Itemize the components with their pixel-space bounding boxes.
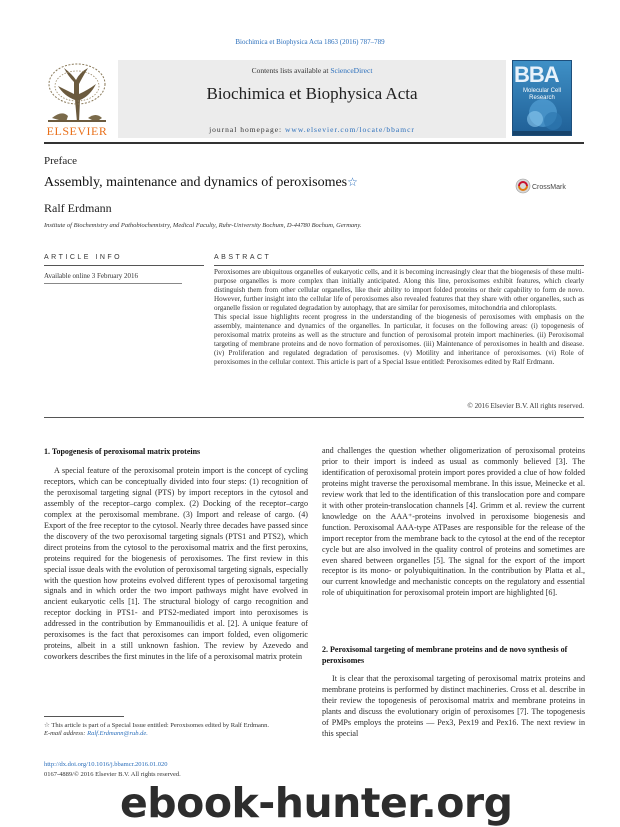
cover-subtitle: Molecular Cell Research	[522, 88, 561, 101]
cover-letters: BBA	[514, 62, 559, 87]
abstract-rule	[214, 265, 584, 266]
elsevier-wordmark: ELSEVIER	[46, 124, 108, 138]
author-email-link[interactable]: Ralf.Erdmann@rub.de.	[87, 730, 148, 737]
footnote-rule	[44, 716, 124, 717]
homepage-prefix: journal homepage:	[209, 125, 285, 134]
available-online-date: Available online 3 February 2016	[44, 272, 138, 280]
abstract-paragraph-2: This special issue highlights recent progress in the understanding of the biogenesis of peroxisomes with emphasis on the assembly, maintenance and dynamics of the organelles. In particular, it focuses on the following areas: (i) topogenesis of peroxisomal matrix proteins as well as the structure and function of peroxisomal protein import machineries. (ii) Peroxisomal targeting of membrane proteins and de novo formation of peroxisomes. (iii) Maintenance of peroxisomes in health and disease. (iv) Proliferation and regulated degradation of peroxisomes. (v) Motility and inheritance of peroxisomes. (vi) Role of peroxisomes in the cellular context. This article is part of a Special Issue entitled: Peroxisomes edited by Ralf Erdmann.	[214, 312, 584, 366]
section-1-paragraph-1: A special feature of the peroxisomal protein import is the concept of cycling receptors, which can be conceptually divided into four steps: (1) recognition of the peroxisomal targeting signal (PTS) by import receptors in the cytosol and assembly of the receptor–cargo complex. (2) Docking of the receptor–cargo complex at the peroxisomal membrane. (3) Import and release of cargo. (4) Export of the free receptor to the cytosol. Nearly three decades have passed since the discovery of the two peroxisomal targeting signals (PTS1 and PTS2), which direct proteins from the cytosol to the peroxisomal matrix and the first peroxins, proteins required for the biogenesis of peroxisomes. The first review in this special issue deals with the evolution of peroxisomal targeting signals, especially with the question how proteins evolved different types of peroxisomal targeting signals and in which order the two import pathways might have evolved in ancient eukaryotic cells [1]. The structural biology of cargo recognition and receptor docking in PTS1- and PTS2-mediated import into peroxisomes is addressed in the contribution by Emmanouilidis et al. [2]. A unique feature of peroxisomes is the fact that peroxisomes can import folded, even oligomeric proteins, albeit in a still unknown fashion. The review by Azevedo and coworkers describes the first minutes in the life of a peroxisomal matrix protein	[44, 466, 308, 662]
crossmark-label: CrossMark	[532, 184, 566, 191]
journal-title[interactable]: Biochimica et Biophysica Acta	[206, 84, 418, 103]
sciencedirect-link[interactable]: ScienceDirect	[330, 66, 373, 75]
abstract-paragraph-1: Peroxisomes are ubiquitous organelles of eukaryotic cells, and it is becoming increasingly clear that the biogenesis of these multi-purpose organelles is more complex than initially anticipated. Along this line, peroxisomes exhibit features, which clearly distinguish them from other cellular organelles, like their ability to import folded proteins or their capability to form de novo. However, further insight into the cellular life of peroxisomes also revealed features that they share with other organelles, such as organelle fission or regulated degradation by autophagy, that are similar for peroxisomes, mitochondria and chloroplasts.	[214, 268, 584, 312]
section-type: Preface	[44, 155, 77, 167]
site-watermark: ebook-hunter.org	[120, 779, 513, 827]
author-affiliation: Institute of Biochemistry and Pathobiochemistry, Medical Faculty, Ruhr-University Bochum, D-44780 Bochum, Germany.	[44, 222, 362, 229]
journal-homepage	[118, 125, 506, 134]
header-divider	[44, 142, 584, 144]
crossmark-badge-icon[interactable]	[515, 178, 571, 194]
abstract-heading: ABSTRACT	[214, 254, 272, 261]
author-name[interactable]: Ralf Erdmann	[44, 201, 112, 215]
contents-line	[118, 66, 506, 75]
abstract-bottom-rule	[44, 417, 584, 418]
abstract-body	[214, 268, 584, 366]
section-2-body	[322, 674, 585, 740]
issn-copyright: 0167-4889/© 2016 Elsevier B.V. All rights reserved.	[44, 771, 181, 778]
footnote-email	[44, 730, 314, 737]
title-footnote-star-icon[interactable]: ☆	[347, 175, 358, 189]
article-title-text: Assembly, maintenance and dynamics of peroxisomes	[44, 175, 348, 190]
section-1-paragraph-2: and challenges the question whether oligomerization of peroxisomal proteins prior to their import is indeed as usual as commonly believed [3]. The identification of peroxisomal protein import pores provided a clue of how folded proteins might traverse the peroxisomal membrane. In this issue, Meinecke et al. review work that led to the identification of this translocation pore and compare it with other protein-translocation channels [4]. Grimm et al. review the current knowledge on the AAA⁺-proteins involved in peroxisome biogenesis and function. Peroxisomal AAA-type ATPases are responsible for the release of the import receptor from the membrane back to the cytosol at the end of the receptor cycle but are also involved in the quality control of proteins and sometimes are even shared between organelles [5]. The signal for the export of the import receptor is its mono- or polyubiquitination. In the contribution by Platta et al., our current knowledge and mechanistic concepts on the regulatory and essential role of ubiquitination for peroxisomal protein import are highlighted [6].	[322, 446, 585, 598]
footnote-special-issue	[44, 721, 314, 729]
article-info-bottom-rule	[44, 283, 182, 284]
body-column-right	[322, 446, 585, 599]
article-info-heading: ARTICLE INFO	[44, 254, 123, 261]
copyright-line: © 2016 Elsevier B.V. All rights reserved.	[467, 402, 584, 410]
body-column-left	[44, 446, 308, 663]
section-2-heading-block	[322, 644, 585, 666]
homepage-link[interactable]: www.elsevier.com/locate/bbamcr	[285, 125, 415, 134]
doi-link[interactable]: http://dx.doi.org/10.1016/j.bbamcr.2016.01.020	[44, 761, 168, 768]
article-info-rule	[44, 265, 204, 266]
email-label: E-mail address:	[44, 730, 88, 737]
section-2-heading: 2. Peroxisomal targeting of membrane proteins and de novo synthesis of peroxisomes	[322, 645, 568, 665]
journal-citation[interactable]: Biochimica et Biophysica Acta 1863 (2016) 787–789	[235, 38, 385, 46]
section-1-heading: 1. Topogenesis of peroxisomal matrix proteins	[44, 447, 201, 456]
section-2-paragraph-1: It is clear that the peroxisomal targeting of peroxisomal matrix proteins and membrane proteins is performed by distinct machineries. Cross et al. describe in their review the topogenesis of peroxisomal matrix and membrane proteins in plants and discuss the evolutionary origin of peroxisomes [7]. The topogenesis of PMPs employs the proteins — Pex3, Pex19 and Pex16. The next review in this special	[322, 674, 585, 738]
footnote-text: This article is part of a Special Issue entitled: Peroxisomes edited by Ralf Erdmann.	[51, 722, 270, 729]
footnote-star-icon: ☆	[44, 722, 50, 729]
contents-prefix: Contents lists available at	[251, 66, 331, 75]
article-title	[44, 175, 358, 191]
